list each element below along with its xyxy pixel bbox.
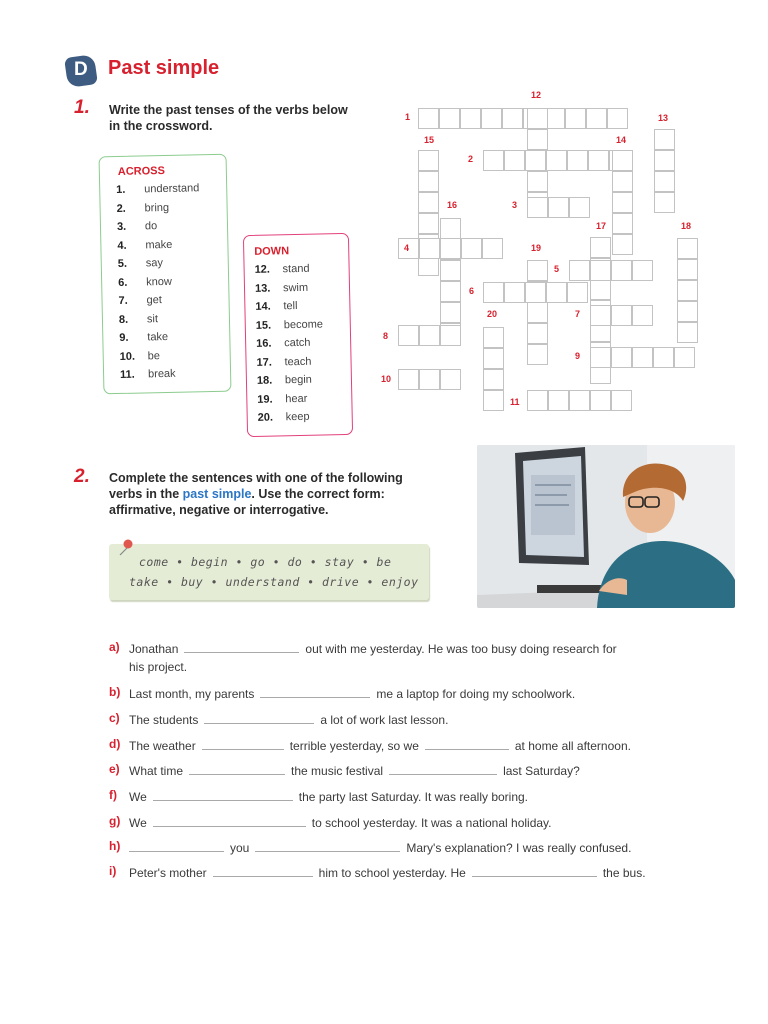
sentence-fragment: We <box>129 816 147 830</box>
clue-number: 13. <box>254 282 271 295</box>
crossword-cell <box>482 238 503 259</box>
crossword-cell <box>527 323 548 344</box>
clue-item <box>257 392 307 405</box>
crossword-cell <box>525 282 546 303</box>
crossword-cell <box>439 108 460 129</box>
sentence-letter: a) <box>109 640 120 654</box>
crossword-cell <box>674 347 695 368</box>
crossword-cell <box>653 347 674 368</box>
crossword-cell <box>611 260 632 281</box>
sentence-text <box>129 788 528 804</box>
crossword-cell <box>440 302 461 323</box>
sentence-fragment: Mary's explanation? I was really confused. <box>406 841 632 855</box>
crossword-number: 18 <box>681 221 692 231</box>
sentence-letter: b) <box>109 685 121 699</box>
answer-blank <box>425 737 509 750</box>
sentence-text <box>129 640 617 656</box>
sentence-fragment: Last month, my parents <box>129 687 255 701</box>
sentence-fragment: We <box>129 790 147 804</box>
crossword-cell <box>527 390 548 411</box>
exercise-1-instruction: Write the past tenses of the verbs below in the crossword. <box>109 103 348 133</box>
crossword-cell <box>418 171 439 192</box>
sentence-fragment: at home all afternoon. <box>514 739 631 753</box>
clue-number: 6. <box>118 276 128 289</box>
sentence-text <box>129 685 575 701</box>
clue-item <box>116 182 199 196</box>
clue-item <box>119 313 158 326</box>
clue-number: 11. <box>119 368 135 381</box>
clue-number: 14. <box>255 300 271 313</box>
clue-number: 19. <box>257 393 273 406</box>
word-bank-line-1: come • begin • go • do • stay • be <box>139 555 392 569</box>
crossword-cell <box>525 150 546 171</box>
crossword-cell <box>548 390 569 411</box>
crossword-cell <box>527 171 548 192</box>
crossword-cell <box>440 369 461 390</box>
clue-item <box>258 411 310 424</box>
crossword-number: 9 <box>575 351 581 361</box>
crossword-cell <box>483 282 504 303</box>
student-at-computer-photo <box>477 445 735 608</box>
sentence-letter: f) <box>109 788 117 802</box>
sentence-fragment: you <box>230 841 250 855</box>
crossword-cell <box>632 347 653 368</box>
crossword-cell <box>483 327 504 348</box>
crossword-cell <box>590 347 611 368</box>
crossword-number: 16 <box>447 200 458 210</box>
clue-verb: break <box>147 367 176 381</box>
clue-number: 15. <box>255 319 272 332</box>
clue-number: 5. <box>117 257 128 270</box>
clue-verb: teach <box>284 355 312 368</box>
crossword-cell <box>419 369 440 390</box>
crossword-cell <box>548 197 569 218</box>
past-simple-highlight: past simple <box>182 487 252 501</box>
clue-number: 12. <box>254 263 271 276</box>
sentence-fragment: him to school yesterday. He <box>318 866 466 880</box>
clue-number: 16. <box>256 337 272 350</box>
crossword-cell <box>483 390 504 411</box>
crossword-cell <box>654 192 675 213</box>
crossword-cell <box>677 322 698 343</box>
crossword-cell <box>440 238 461 259</box>
clue-item <box>116 201 169 214</box>
sentence-fragment: me a laptop for doing my schoolwork. <box>376 687 576 701</box>
crossword-cell <box>611 347 632 368</box>
crossword-cell <box>611 390 632 411</box>
crossword-cell <box>677 259 698 280</box>
answer-blank <box>189 762 285 775</box>
clue-number: 3. <box>116 220 127 233</box>
clue-item <box>255 263 310 276</box>
across-heading: ACROSS <box>117 164 166 178</box>
crossword-cell <box>461 238 482 259</box>
clue-verb: become <box>283 317 324 331</box>
answer-blank <box>213 864 313 877</box>
clue-verb: understand <box>144 182 200 196</box>
clue-number: 2. <box>116 202 126 215</box>
crossword-cell <box>440 218 461 239</box>
crossword-cell <box>527 129 548 150</box>
answer-blank <box>153 788 293 801</box>
sentence-fragment: the music festival <box>291 764 384 778</box>
crossword-number: 3 <box>512 200 518 210</box>
crossword-cell <box>612 192 633 213</box>
crossword-number: 11 <box>510 397 520 407</box>
crossword-cell <box>483 348 504 369</box>
sentence-fragment: to school yesterday. It was a national holiday. <box>311 816 552 830</box>
crossword-number: 2 <box>468 154 474 164</box>
crossword-cell <box>527 197 548 218</box>
crossword-cell <box>419 238 440 259</box>
clue-verb: begin <box>284 373 312 387</box>
exercise-1-number: 1. <box>74 97 90 118</box>
crossword-cell <box>590 260 611 281</box>
section-badge: D <box>64 54 98 88</box>
crossword-cell <box>590 305 611 326</box>
crossword-cell <box>546 150 567 171</box>
clue-verb: know <box>146 275 172 288</box>
answer-blank <box>184 640 299 653</box>
sentence-fragment: Jonathan <box>129 642 179 656</box>
sentence-continuation: his project. <box>129 660 188 674</box>
crossword-cell <box>586 108 607 129</box>
crossword-cell <box>481 108 502 129</box>
clue-number: 7. <box>118 294 128 307</box>
crossword-cell <box>483 150 504 171</box>
section-title: Past simple <box>108 57 220 79</box>
answer-blank <box>129 839 224 852</box>
sentence-letter: h) <box>109 839 121 853</box>
crossword-number: 10 <box>381 374 392 384</box>
answer-blank <box>153 814 306 827</box>
crossword-cell <box>567 282 588 303</box>
crossword-cell <box>527 344 548 365</box>
sentence-fragment: out with me yesterday. He was too busy doing research for <box>305 642 617 656</box>
sentence-letter: c) <box>109 711 120 725</box>
crossword-cell <box>398 325 419 346</box>
crossword-number: 8 <box>383 331 389 341</box>
crossword-cell <box>590 390 611 411</box>
crossword-cell <box>502 108 523 129</box>
crossword-cell <box>654 129 675 150</box>
clue-number: 17. <box>256 356 272 369</box>
crossword-number: 17 <box>596 221 607 231</box>
clue-item <box>117 220 157 233</box>
clue-item <box>120 350 160 363</box>
crossword-cell <box>612 171 633 192</box>
crossword-number: 6 <box>469 286 475 296</box>
clue-verb: sit <box>146 312 159 325</box>
clue-verb: tell <box>283 300 298 313</box>
answer-blank <box>472 864 597 877</box>
sentence-letter: d) <box>109 737 121 751</box>
crossword-cell <box>654 171 675 192</box>
clue-item <box>255 281 308 294</box>
clue-item <box>256 318 323 331</box>
sentence-letter: i) <box>109 864 117 878</box>
sentence-fragment: last Saturday? <box>503 764 580 778</box>
crossword-cell <box>590 279 611 300</box>
crossword-cell <box>632 260 653 281</box>
crossword-cell <box>611 305 632 326</box>
word-bank <box>109 544 429 600</box>
across-clues-box <box>99 154 232 395</box>
crossword-cell <box>418 192 439 213</box>
sentence-fragment: The weather <box>129 739 196 753</box>
sentence-text <box>129 839 631 855</box>
crossword-cell <box>612 150 633 171</box>
crossword-number: 4 <box>404 243 410 253</box>
crossword-cell <box>418 108 439 129</box>
clue-item <box>257 374 312 387</box>
sentence-fragment: the party last Saturday. It was really boring. <box>298 790 529 804</box>
clue-verb: do <box>144 220 158 233</box>
crossword-cell <box>527 108 548 129</box>
clue-verb: be <box>147 349 161 362</box>
crossword-cell <box>504 282 525 303</box>
clue-number: 4. <box>117 239 127 252</box>
clue-number: 18. <box>256 374 273 387</box>
crossword-cell <box>588 150 609 171</box>
down-heading: DOWN <box>254 245 290 258</box>
crossword-cell <box>546 282 567 303</box>
sentence-fragment: Peter's mother <box>129 866 207 880</box>
sentence-letter: g) <box>109 814 121 828</box>
clue-verb: bring <box>144 201 170 214</box>
crossword-cell <box>569 197 590 218</box>
crossword-cell <box>567 150 588 171</box>
clue-verb: say <box>145 257 164 270</box>
answer-blank <box>204 711 314 724</box>
clue-verb: stand <box>282 262 310 276</box>
sentence-fragment: The students <box>129 713 199 727</box>
crossword-number: 14 <box>616 135 627 145</box>
crossword-cell <box>612 234 633 255</box>
sentence-text <box>129 814 552 830</box>
crossword-cell <box>565 108 586 129</box>
answer-blank <box>389 762 497 775</box>
crossword-number: 20 <box>487 309 498 319</box>
crossword-number: 5 <box>554 264 560 274</box>
crossword-cell <box>440 325 461 346</box>
clue-verb: get <box>146 294 162 307</box>
clue-number: 9. <box>119 331 129 344</box>
crossword-cell <box>504 150 525 171</box>
answer-blank <box>202 737 284 750</box>
clue-item <box>119 331 168 344</box>
clue-verb: keep <box>285 410 310 424</box>
crossword-cell <box>440 260 461 281</box>
clue-item <box>117 238 172 251</box>
clue-item <box>256 337 311 350</box>
crossword-cell <box>418 213 439 234</box>
clue-verb: hear <box>285 392 308 405</box>
crossword-cell <box>677 280 698 301</box>
down-clues-box <box>243 233 353 437</box>
sentence-text <box>129 711 448 727</box>
sentence-fragment: terrible yesterday, so we <box>289 739 419 753</box>
exercise-2-instruction: Complete the sentences with one of the following verbs in the past simple. Use the correct form: affirmative, negative or interrogative. <box>109 471 403 517</box>
crossword-cell <box>677 238 698 259</box>
crossword-cell <box>590 237 611 258</box>
crossword-cell <box>418 150 439 171</box>
clue-item <box>256 355 311 368</box>
sentence-text <box>129 762 580 778</box>
crossword-cell <box>569 260 590 281</box>
answer-blank <box>260 685 370 698</box>
crossword-number: 1 <box>405 112 411 122</box>
answer-blank <box>255 839 400 852</box>
crossword-cell <box>483 369 504 390</box>
crossword-cell <box>419 325 440 346</box>
crossword-cell <box>527 302 548 323</box>
clue-item <box>255 300 297 313</box>
crossword-cell <box>654 150 675 171</box>
crossword-number: 15 <box>424 135 435 145</box>
exercise-2-number: 2. <box>74 466 90 487</box>
crossword-cell <box>440 281 461 302</box>
clue-number: 10. <box>119 350 136 363</box>
crossword-number: 12 <box>531 90 542 100</box>
sentence-fragment: What time <box>129 764 184 778</box>
clue-number: 1. <box>116 183 126 197</box>
clue-verb: make <box>145 238 173 251</box>
crossword-cell <box>527 260 548 281</box>
crossword-cell <box>677 301 698 322</box>
crossword-cell <box>632 305 653 326</box>
crossword-cell <box>612 213 633 234</box>
sentence-text <box>129 864 646 880</box>
crossword-number: 7 <box>575 309 581 319</box>
clue-verb: take <box>147 330 169 344</box>
clue-number: 8. <box>118 313 129 326</box>
crossword-number: 19 <box>531 243 542 253</box>
clue-verb: swim <box>282 281 309 294</box>
clue-item <box>118 294 162 307</box>
sentence-letter: e) <box>109 762 120 776</box>
pin-icon <box>115 538 137 560</box>
crossword-cell <box>607 108 628 129</box>
word-bank-line-2: take • buy • understand • drive • enjoy <box>129 575 419 589</box>
crossword-cell <box>569 390 590 411</box>
sentence-fragment: a lot of work last lesson. <box>320 713 449 727</box>
crossword-cell <box>398 369 419 390</box>
clue-item <box>118 275 172 288</box>
sentence-text <box>129 737 631 753</box>
clue-item <box>118 257 163 270</box>
clue-verb: catch <box>284 336 311 350</box>
crossword-number: 13 <box>658 113 669 123</box>
crossword-cell <box>460 108 481 129</box>
clue-item <box>120 368 176 381</box>
clue-number: 20. <box>257 411 274 424</box>
sentence-fragment: the bus. <box>602 866 646 880</box>
